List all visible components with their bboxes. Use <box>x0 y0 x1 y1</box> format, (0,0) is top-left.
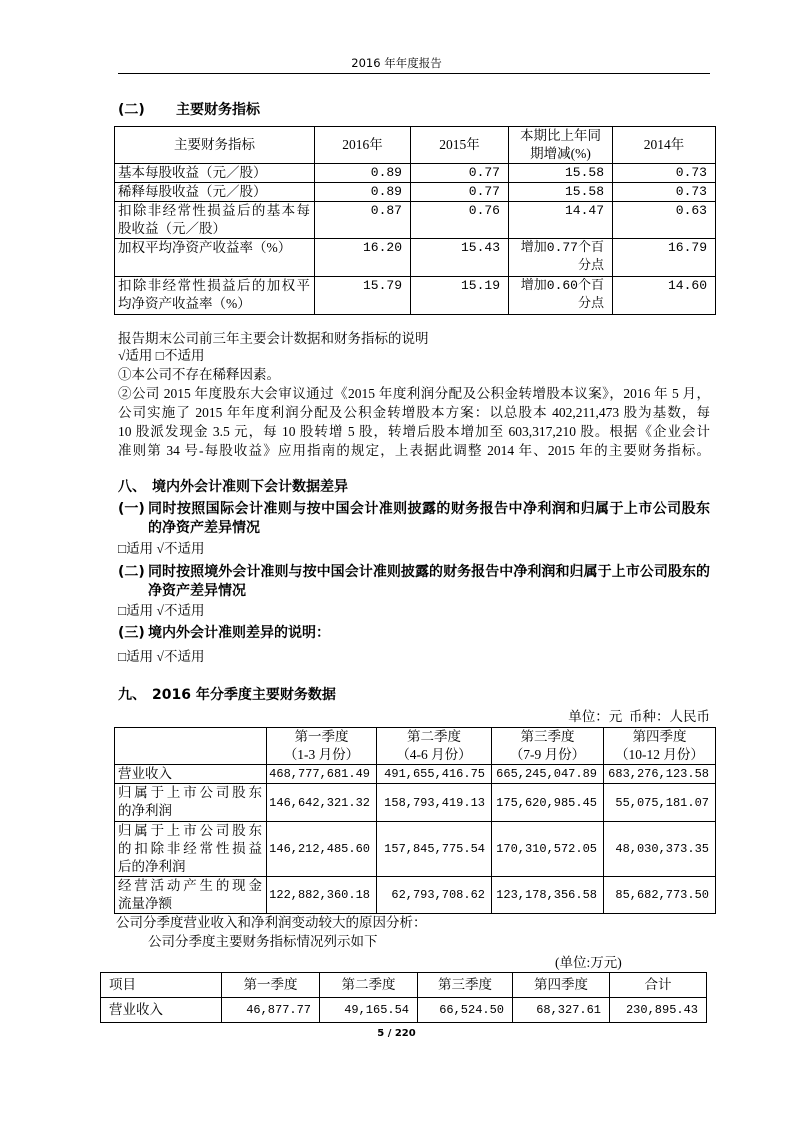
header-cell-indicator <box>115 127 315 164</box>
value-2016 <box>315 183 411 202</box>
header-text: （7-9 月份） <box>509 747 586 762</box>
table-row <box>115 765 716 784</box>
header-cell-2015 <box>411 127 509 164</box>
header-text: 第四季度 <box>534 977 588 992</box>
row-label <box>115 277 315 315</box>
header-cell-total <box>610 973 707 998</box>
cell-value: 123,178,356.58 <box>496 888 597 902</box>
row-label-text: 股收益（元／股） <box>118 221 226 236</box>
row-label-text: 归属于上市公司股东 <box>118 785 262 800</box>
value-2015 <box>411 164 509 183</box>
row-label <box>115 822 267 877</box>
row-label <box>115 239 315 277</box>
subsection-title <box>148 624 710 643</box>
header-cell-item <box>101 973 222 998</box>
subsection-title <box>148 563 710 601</box>
section-number: (二) <box>118 102 145 118</box>
header-text: （10-12 月份） <box>615 747 704 762</box>
value-q3 <box>492 877 604 914</box>
table-row <box>115 239 716 277</box>
note-1: ①本公司不存在稀释因素。 <box>118 367 280 382</box>
cell-value: 122,882,360.18 <box>269 888 370 902</box>
row-label-text: 加权平均净资产收益率（%） <box>118 240 292 255</box>
subsection-heading-difference-explanation <box>118 624 710 643</box>
header-text: 2015年 <box>439 137 480 152</box>
value-q3 <box>492 765 604 784</box>
applicability-checkbox-text: √适用 □不适用 <box>118 348 205 363</box>
cell-value: 15.79 <box>362 278 402 293</box>
header-cell-q2 <box>377 728 492 765</box>
cell-value: 增加0.77个百 <box>520 240 604 255</box>
header-text: 第一季度 <box>294 729 349 744</box>
cell-value: 0.63 <box>675 203 707 218</box>
cell-value: 683,276,123.58 <box>608 767 709 781</box>
value-2016 <box>315 202 411 239</box>
value-2014 <box>613 183 716 202</box>
financial-indicators-table <box>114 126 716 315</box>
cell-value: 15.58 <box>564 165 604 180</box>
value-q4 <box>604 765 716 784</box>
row-label-text: 稀释每股收益（元／股） <box>118 184 267 199</box>
header-cell-q3 <box>418 973 513 998</box>
cell-value: 分点 <box>577 296 604 311</box>
unit-note-10k: (单位:万元) <box>555 955 622 970</box>
table-row <box>115 164 716 183</box>
header-text: 2014年 <box>643 137 685 152</box>
subsection-number: (一) <box>118 501 145 517</box>
cell-value: 62,793,708.62 <box>391 888 485 902</box>
header-text: 项目 <box>109 977 136 992</box>
header-text: 主要财务指标 <box>174 137 255 152</box>
row-label <box>115 183 315 202</box>
row-label <box>101 998 222 1023</box>
cell-value: 46,877.77 <box>246 1003 311 1017</box>
note-2-line: 10 股派发现金 3.5 元，每 10 股转增 5 股，转增后股本增加至 603,317,210 股。根据《企业会计 <box>118 424 710 439</box>
note-2-line: 公司实施了 2015 年年度利润分配及公积金转增股本方案：以总股本 402,211,473 股为基数，每 <box>118 405 710 420</box>
cell-value: 0.89 <box>370 165 402 180</box>
note-2-line: ②公司 2015 年度股东大会审议通过《2015 年度利润分配及公积金转增股本议案》，2016 年 5 月， <box>118 386 710 401</box>
row-label-text: 归属于上市公司股东 <box>118 823 262 838</box>
table-row <box>115 822 716 877</box>
value-q1 <box>267 765 377 784</box>
cell-value: 68,327.61 <box>536 1003 601 1017</box>
applicability-checkbox-text: □适用 √不适用 <box>118 649 205 664</box>
cell-value: 14.60 <box>667 278 707 293</box>
cell-value: 230,895.43 <box>625 1003 698 1017</box>
cell-value: 468,777,681.49 <box>269 767 370 781</box>
value-2016 <box>315 277 411 315</box>
row-label-text: 均净资产收益率（%） <box>118 296 251 311</box>
subsection-title-line: 境内外会计准则差异的说明： <box>148 625 330 641</box>
cell-value: 15.43 <box>460 240 500 255</box>
quarterly-summary-table <box>100 972 707 1023</box>
header-text: 第一季度 <box>243 977 298 992</box>
subsection-title-line: 同时按照境外会计准则与按中国会计准则披露的财务报告中净利润和归属于上市公司股东的 <box>148 564 710 580</box>
section-title: 主要财务指标 <box>176 102 260 118</box>
section-title: 2016 年分季度主要财务数据 <box>152 687 336 703</box>
cell-value: 0.76 <box>468 203 500 218</box>
subsection-number: (二) <box>118 564 145 580</box>
cell-value: 0.77 <box>468 184 500 199</box>
cell-value: 55,075,181.07 <box>615 795 709 810</box>
value-q4 <box>604 822 716 877</box>
section-number: 九、 <box>118 687 146 703</box>
cell-value: 14.47 <box>564 203 604 218</box>
cell-value: 0.73 <box>675 165 707 180</box>
row-label-text: 的净利润 <box>118 803 172 818</box>
analysis-title: 公司分季度营业收入和净利润变动较大的原因分析： <box>116 915 427 930</box>
value-2016 <box>315 164 411 183</box>
header-text: 第四季度 <box>632 729 687 744</box>
cell-value: 0.77 <box>468 165 500 180</box>
cell-value: 0.89 <box>370 184 402 199</box>
section-heading-gaap-differences <box>118 478 348 497</box>
header-text: 第二季度 <box>407 729 461 744</box>
subsection-heading-ifrs-difference <box>118 500 710 538</box>
analysis-intro: 公司分季度主要财务指标情况列示如下 <box>148 934 378 949</box>
table-header-row <box>115 728 716 765</box>
table-row <box>115 202 716 239</box>
header-text: 期增减(%) <box>530 146 591 161</box>
value-2016 <box>315 239 411 277</box>
header-cell-q1 <box>267 728 377 765</box>
cell-value: 146,642,321.32 <box>269 795 370 810</box>
subsection-title <box>148 500 710 538</box>
notes-title: 报告期末公司前三年主要会计数据和财务指标的说明 <box>118 331 429 346</box>
value-q1 <box>267 822 377 877</box>
value-2014 <box>613 277 716 315</box>
header-text: 2016年 <box>342 137 383 152</box>
row-label-text: 流量净额 <box>118 896 172 911</box>
header-cell-q3 <box>492 728 604 765</box>
subsection-title-line: 同时按照国际会计准则与按中国会计准则披露的财务报告中净利润和归属于上市公司股东 <box>148 501 710 517</box>
cell-value: 15.58 <box>564 184 604 199</box>
section-heading-quarterly-data <box>118 686 336 705</box>
row-label-text: 扣除非经常性损益后的基本每 <box>118 203 310 218</box>
row-label-text: 营业收入 <box>109 1002 163 1017</box>
value-q2 <box>377 784 492 822</box>
header-cell-q4 <box>604 728 716 765</box>
value-q2 <box>377 765 492 784</box>
value-2015 <box>411 202 509 239</box>
row-label-text: 基本每股收益（元／股） <box>118 165 267 180</box>
value-change <box>509 277 613 315</box>
subsection-title-line: 净资产差异情况 <box>148 583 246 599</box>
subsection-heading-foreign-gaap-difference <box>118 563 710 601</box>
header-cell-blank <box>115 728 267 765</box>
value-2014 <box>613 239 716 277</box>
cell-value: 15.19 <box>460 278 500 293</box>
cell-value: 66,524.50 <box>439 1003 504 1017</box>
value-2014 <box>613 164 716 183</box>
row-label <box>115 164 315 183</box>
row-label-text: 扣除非经常性损益后的加权平 <box>118 278 310 293</box>
cell-value: 增加0.60个百 <box>520 278 604 293</box>
table-row <box>115 183 716 202</box>
cell-value: 16.20 <box>362 240 402 255</box>
cell-value: 665,245,047.89 <box>496 767 597 781</box>
cell-value: 85,682,773.50 <box>615 888 709 902</box>
table-row <box>115 277 716 315</box>
value-total <box>610 998 707 1023</box>
cell-value: 175,620,985.45 <box>496 795 597 810</box>
table-header-row <box>101 973 707 998</box>
cell-value: 146,212,485.60 <box>269 842 370 856</box>
header-text: 第三季度 <box>438 977 492 992</box>
section-heading-financial-indicators <box>118 101 260 120</box>
value-q1 <box>267 784 377 822</box>
page-number: 5 / 220 <box>377 1028 416 1039</box>
value-change <box>509 202 613 239</box>
header-text: 第二季度 <box>341 977 396 992</box>
row-label <box>115 877 267 914</box>
applicability-checkbox-text: □适用 √不适用 <box>118 541 205 556</box>
value-change <box>509 239 613 277</box>
value-change <box>509 164 613 183</box>
section-number: 八、 <box>118 479 146 495</box>
cell-value: 48,030,373.35 <box>615 842 709 856</box>
header-text: （4-6 月份） <box>396 747 472 762</box>
value-q3 <box>492 822 604 877</box>
value-2015 <box>411 239 509 277</box>
cell-value: 49,165.54 <box>344 1003 409 1017</box>
header-text: 本期比上年同 <box>520 128 601 143</box>
unit-currency-note: 单位：元 币种：人民币 <box>568 709 710 724</box>
value-q4 <box>604 877 716 914</box>
subsection-title-line: 的净资产差异情况 <box>148 520 260 536</box>
value-q3 <box>492 784 604 822</box>
header-text: 合计 <box>644 977 672 992</box>
subsection-number: (三) <box>118 625 145 641</box>
table-row <box>115 877 716 914</box>
header-cell-q4 <box>513 973 610 998</box>
quarterly-data-table <box>114 727 716 914</box>
cell-value: 170,310,572.05 <box>496 842 597 856</box>
value-2015 <box>411 183 509 202</box>
header-cell-2016 <box>315 127 411 164</box>
row-label-text: 营业收入 <box>118 766 172 781</box>
value-q3 <box>418 998 513 1023</box>
row-label <box>115 784 267 822</box>
cell-value: 16.79 <box>667 240 707 255</box>
value-2015 <box>411 277 509 315</box>
cell-value: 0.73 <box>675 184 707 199</box>
cell-value: 491,655,416.75 <box>384 767 485 781</box>
header-text: 第三季度 <box>520 729 575 744</box>
header-cell-q2 <box>320 973 418 998</box>
row-label <box>115 765 267 784</box>
header-cell-q1 <box>222 973 320 998</box>
table-row <box>115 784 716 822</box>
header-text: （1-3 月份） <box>283 747 360 762</box>
note-2-line: 准则第 34 号-每股收益》应用指南的规定，上表据此调整 2014 年、2015 年的主要财务指标。 <box>118 443 710 458</box>
cell-value: 157,845,775.54 <box>384 842 485 856</box>
value-q4 <box>513 998 610 1023</box>
cell-value: 0.87 <box>370 203 402 218</box>
value-q2 <box>377 822 492 877</box>
note-2 <box>118 384 710 460</box>
row-label <box>115 202 315 239</box>
value-change <box>509 183 613 202</box>
header-divider <box>118 73 710 74</box>
row-label-text: 后的净利润 <box>118 859 186 874</box>
row-label-text: 的扣除非经常性损益 <box>118 841 262 856</box>
section-title: 境内外会计准则下会计数据差异 <box>152 479 348 495</box>
table-header-row <box>115 127 716 164</box>
value-q1 <box>222 998 320 1023</box>
table-row <box>101 998 707 1023</box>
applicability-checkbox-text: □适用 √不适用 <box>118 603 205 618</box>
cell-value: 分点 <box>577 258 604 273</box>
row-label-text: 经营活动产生的现金 <box>118 878 262 893</box>
header-cell-change <box>509 127 613 164</box>
value-q1 <box>267 877 377 914</box>
value-q4 <box>604 784 716 822</box>
cell-value: 158,793,419.13 <box>384 795 485 810</box>
value-q2 <box>320 998 418 1023</box>
report-title: 2016 年年度报告 <box>351 56 442 70</box>
header-cell-2014 <box>613 127 716 164</box>
value-2014 <box>613 202 716 239</box>
value-q2 <box>377 877 492 914</box>
